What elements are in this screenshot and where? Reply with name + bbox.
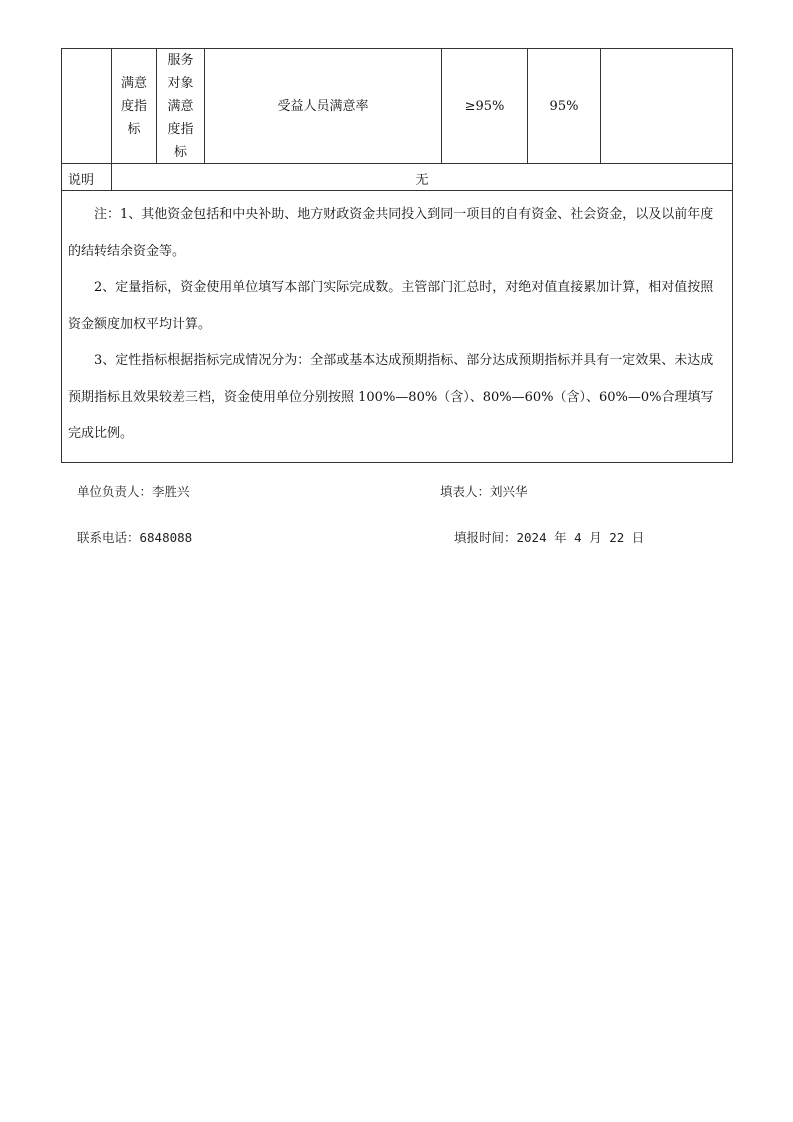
indicator-category: 满意度指标 [120, 75, 147, 137]
notes-cell [62, 191, 733, 463]
note-1: 注：1、其他资金包括和中央补助、地方财政资金共同投入到同一项目的自有资金、社会资金，以及以前年度的结转结余资金等。 [68, 207, 714, 259]
indicator-subcategory-cell [157, 49, 205, 164]
performance-table [61, 48, 733, 463]
description-value-cell [112, 164, 733, 191]
extra-cell [601, 49, 733, 164]
target-value: ≥95% [464, 98, 505, 114]
note-3: 3、定性指标根据指标完成情况分为：全部或基本达成预期指标、部分达成预期指标并具有一定效果、未达成预期指标且效果较差三档，资金使用单位分别按照 100%—80%（含）、80%—60%（含）、60%—0%合理填写完成比例。 [68, 353, 714, 441]
description-value: 无 [415, 172, 429, 188]
report-date: 填报时间：2024 年 4 月 22 日 [454, 530, 645, 545]
table-cell-blank [62, 49, 112, 164]
form-filler: 填表人：刘兴华 [440, 484, 528, 499]
indicator-subcategory: 服务对象满意度指标 [167, 52, 194, 160]
indicator-category-cell [112, 49, 157, 164]
actual-value: 95% [549, 98, 579, 114]
description-label: 说明 [68, 172, 95, 188]
contact-phone: 联系电话：6848088 [77, 530, 193, 545]
note-2: 2、定量指标，资金使用单位填写本部门实际完成数。主管部门汇总时，对绝对值直接累加计算，相对值按照资金额度加权平均计算。 [68, 280, 714, 332]
indicator-name-cell [205, 49, 442, 164]
indicator-name: 受益人员满意率 [277, 98, 369, 114]
target-value-cell [442, 49, 528, 164]
description-label-cell [62, 164, 112, 191]
actual-value-cell [528, 49, 601, 164]
responsible-person: 单位负责人：李胜兴 [77, 484, 190, 499]
